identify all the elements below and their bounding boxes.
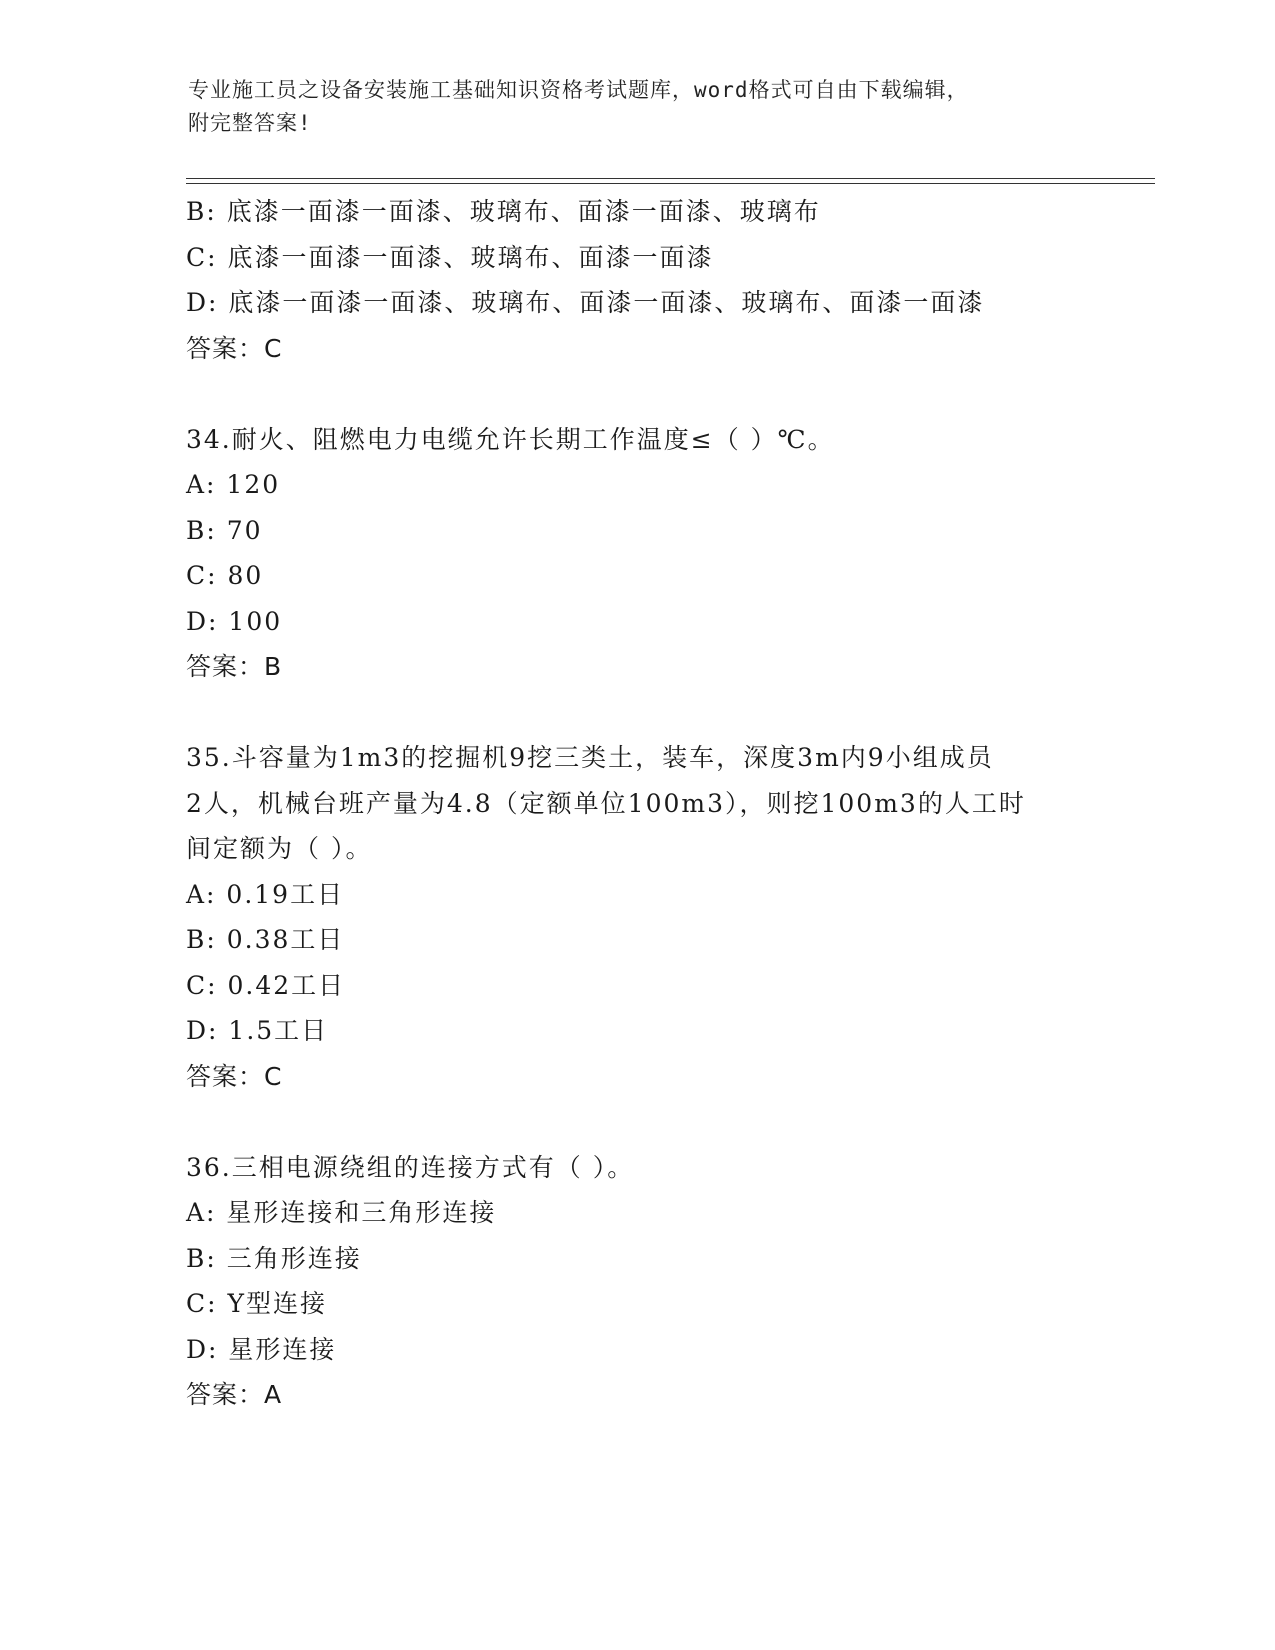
question-content	[186, 189, 1146, 1418]
answer-line: 答案：A	[186, 1380, 283, 1409]
option-a: A: 星形连接和三角形连接	[186, 1198, 497, 1227]
question-stem: 36.三相电源绕组的连接方式有（ ）。	[186, 1152, 635, 1182]
spacer	[186, 1099, 1146, 1145]
option-b: B: 三角形连接	[186, 1243, 362, 1273]
option-b: B: 0.38工日	[186, 925, 345, 954]
spacer	[186, 690, 1146, 736]
option-a: A: 120	[186, 470, 281, 499]
question-stem-line-1: 35.斗容量为1m3的挖掘机9挖三类土，装车，深度3m内9小组成员	[186, 743, 994, 772]
question-block-35	[186, 735, 1146, 1099]
option-d: D: 100	[186, 606, 283, 636]
header-divider-top	[186, 178, 1155, 179]
option-d: D: 底漆一面漆一面漆、玻璃布、面漆一面漆、玻璃布、面漆一面漆	[186, 288, 985, 317]
answer-line: 答案：C	[186, 333, 283, 363]
question-block-prev	[186, 189, 1146, 371]
option-b: B: 70	[186, 515, 263, 545]
answer-line: 答案：C	[186, 1061, 283, 1091]
option-d: D: 星形连接	[186, 1334, 337, 1364]
header-line-2: 附完整答案!	[188, 111, 312, 135]
option-c: C: Y型连接	[186, 1289, 328, 1318]
option-c: C: 0.42工日	[186, 970, 346, 1000]
option-c: C: 底漆一面漆一面漆、玻璃布、面漆一面漆	[186, 242, 714, 272]
header-line-1: 专业施工员之设备安装施工基础知识资格考试题库，word格式可自由下载编辑，	[188, 78, 969, 102]
option-a: A: 0.19工日	[186, 879, 345, 909]
header-divider-bottom	[186, 183, 1155, 184]
option-c: C: 80	[186, 561, 264, 590]
document-header	[188, 74, 1088, 140]
answer-line: 答案：B	[186, 652, 283, 681]
option-d: D: 1.5工日	[186, 1016, 329, 1045]
option-b: B: 底漆一面漆一面漆、玻璃布、面漆一面漆、玻璃布	[186, 197, 821, 226]
spacer	[186, 371, 1146, 417]
question-stem-line-2: 2人，机械台班产量为4.8（定额单位100m3），则挖100m3的人工时	[186, 788, 1026, 818]
question-stem: 34.耐火、阻燃电力电缆允许长期工作温度≤（ ）℃。	[186, 424, 835, 454]
question-block-34	[186, 417, 1146, 690]
question-stem-line-3: 间定额为（ ）。	[186, 834, 373, 863]
question-block-36	[186, 1145, 1146, 1418]
